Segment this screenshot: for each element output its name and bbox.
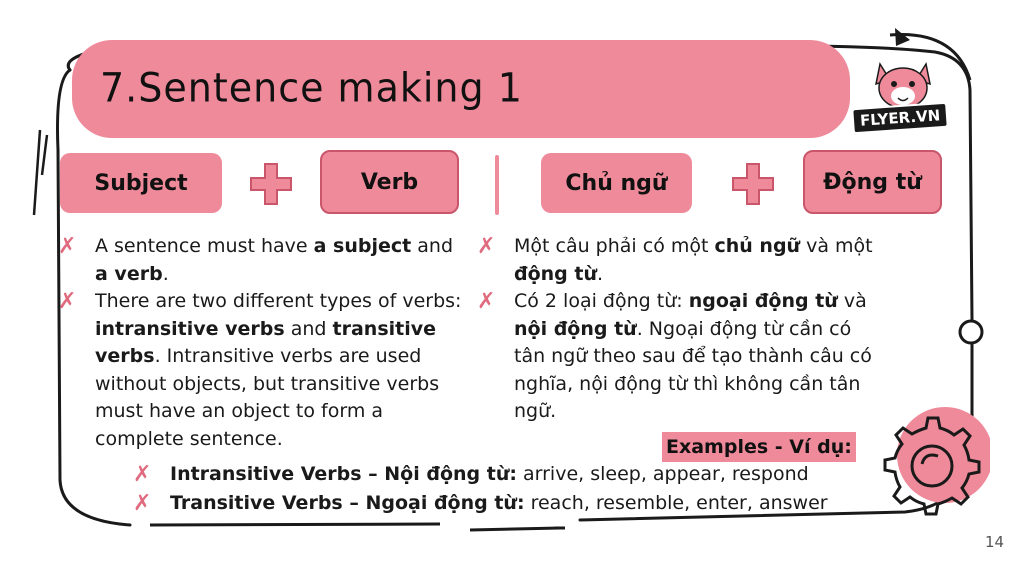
text-run: Có 2 loại động từ: [514,290,689,312]
bullet-text [514,290,872,422]
x-bullet-icon: ✗ [477,289,496,314]
x-bullet-icon: ✗ [133,462,152,487]
bullet-text [95,290,461,450]
verb-label: Verb [320,150,459,214]
examples-heading: Examples - Ví dụ: [662,432,856,462]
bold-term: nội động từ [514,317,637,340]
x-bullet-icon: ✗ [58,289,77,314]
bullet-text [95,235,453,285]
list-item [477,288,877,426]
x-bullet-icon: ✗ [133,491,152,516]
list-item [133,489,853,518]
x-bullet-icon: ✗ [58,234,77,259]
text-run: and [284,317,333,340]
gear-icon [870,400,990,520]
example-words: arrive, sleep, appear, respond [516,463,809,485]
page-title: 7.Sentence making 1 [100,64,523,112]
example-words: reach, resemble, enter, answer [524,492,828,514]
bold-term: động từ [514,262,598,285]
bold-term: transitive verbs [95,317,437,367]
chu-ngu-label: Chủ ngữ [541,153,692,213]
english-bullet-list [58,233,470,453]
bold-term: a verb [95,262,163,285]
list-item [58,233,470,288]
bullet-text [514,235,873,285]
list-item [133,460,853,489]
text-run: . [597,262,604,285]
text-run: A sentence must have [95,235,314,257]
list-item [58,288,470,453]
plus-icon [249,162,293,206]
text-run: Một câu phải có một [514,235,715,257]
text-run: và một [800,235,873,257]
list-item [477,233,877,288]
dong-tu-label: Động từ [803,150,942,214]
x-bullet-icon: ✗ [477,234,496,259]
bold-term: intransitive verbs [95,317,285,340]
text-run: . [162,262,169,285]
bold-term: a subject [313,235,412,257]
example-label: Intransitive Verbs – Nội động từ: [170,463,517,485]
text-run: and [411,235,454,257]
text-run: . Ngoại động từ cần có tân ngữ theo sau để tạo thành câu có nghĩa, nội động từ thì không cần tân ngữ. [514,317,872,422]
subject-label: Subject [60,153,222,213]
examples-list [133,460,853,518]
text-run: . Intransitive verbs are used without objects, but transitive verbs must have an object to form a complete sentence. [95,345,440,450]
bold-term: ngoại động từ [688,290,838,312]
vietnamese-bullet-list [477,233,877,426]
page-number: 14 [985,533,1005,551]
text-run: và [837,290,867,312]
bold-term: chủ ngữ [714,235,801,257]
plus-icon [731,162,775,206]
column-divider [495,155,499,215]
flyer-logo: FLYER.VN [851,102,949,135]
text-run: There are two different types of verbs: [95,290,462,312]
example-label: Transitive Verbs – Ngoại động từ: [170,492,525,514]
